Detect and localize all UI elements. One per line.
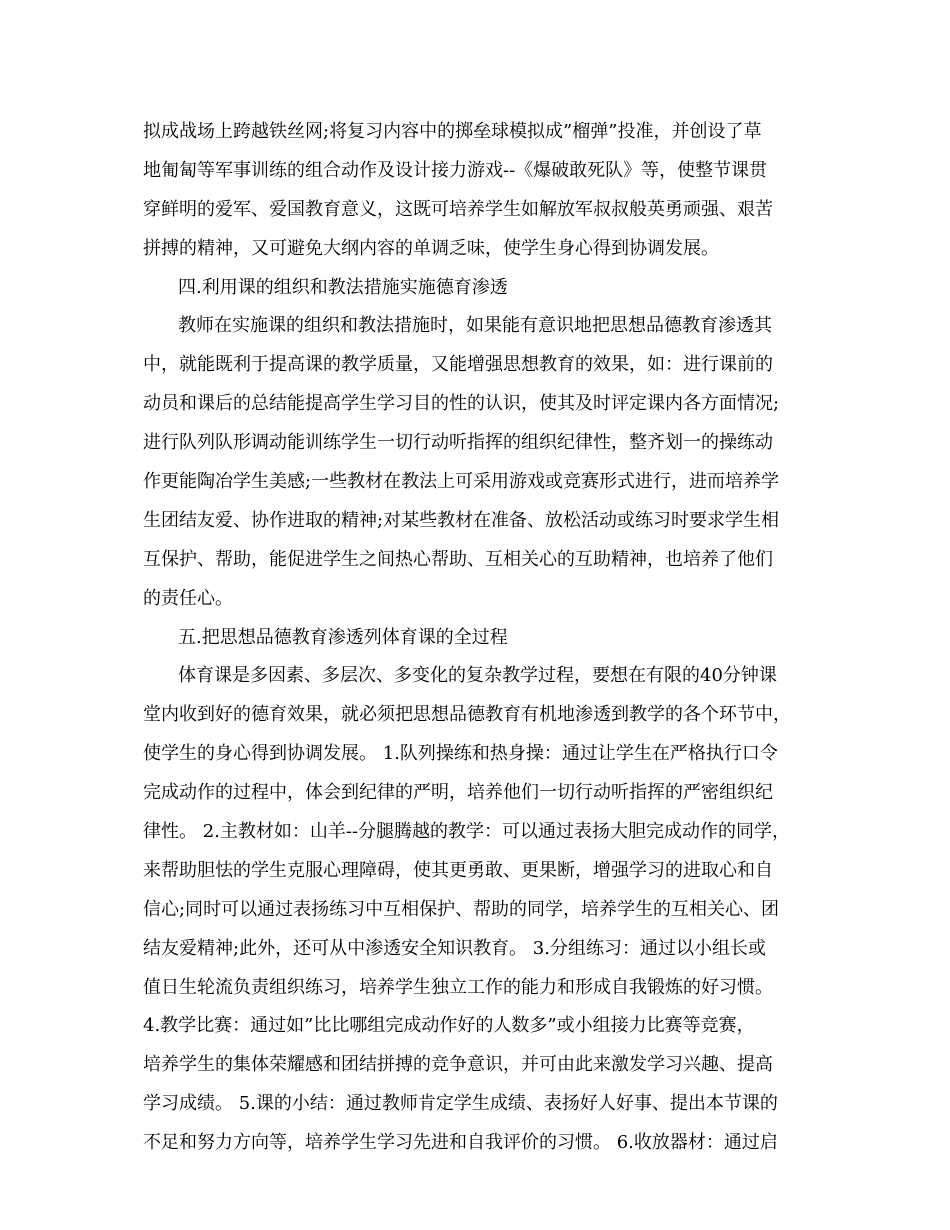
text-line: 值日生轮流负责组织练习，培养学生独立工作的能力和形成自我锻炼的好习惯。	[143, 976, 773, 998]
document-body	[143, 113, 823, 1163]
text-line: 进行队列队形调动能训练学生一切行动听指挥的组织纪律性，整齐划一的操练动	[143, 432, 773, 454]
text-line: 来帮助胆怯的学生克服心理障碍，使其更勇敢、更果断，增强学习的进取心和自	[143, 859, 773, 881]
text-line: 堂内收到好的德育效果，就必须把思想品德教育有机地渗透到教学的各个环节中，	[143, 704, 791, 726]
text-line: 信心;同时可以通过表扬练习中互相保护、帮助的同学，培养学生的互相关心、团	[143, 898, 780, 920]
text-line: 动员和课后的总结能提高学生学习目的性的认识，使其及时评定课内各方面情况;	[143, 393, 780, 415]
text-line: 学习成绩。 5.课的小结：通过教师肯定学生成绩、表扬好人好事、提出本节课的	[143, 1093, 778, 1115]
text-line: 地匍匐等军事训练的组合动作及设计接力游戏--《爆破敢死队》等，使整节课贯	[143, 159, 768, 181]
text-line: 拼搏的精神，又可避免大纲内容的单调乏味，使学生身心得到协调发展。	[143, 237, 719, 259]
text-line: 作更能陶冶学生美感;一些教材在教法上可采用游戏或竞赛形式进行，进而培养学	[143, 471, 780, 493]
text-line: 拟成战场上跨越铁丝网;将复习内容中的掷垒球模拟成”榴弹”投准，并创设了草	[143, 121, 762, 142]
section-heading: 五.把思想品德教育渗透列体育课的全过程	[178, 626, 508, 648]
paragraph-start: 体育课是多因素、多层次、多变化的复杂教学过程，要想在有限的40分钟课	[178, 665, 777, 687]
paragraph-start: 教师在实施课的组织和教法措施时，如果能有意识地把思想品德教育渗透其	[178, 315, 772, 337]
text-line: 律性。 2.主教材如：山羊--分腿腾越的教学：可以通过表扬大胆完成动作的同学，	[143, 821, 791, 843]
text-line: 培养学生的集体荣耀感和团结拼搏的竞争意识，并可由此来激发学习兴趣、提高	[143, 1054, 773, 1076]
text-line: 中，就能既利于提高课的教学质量，又能增强思想教育的效果，如：进行课前的	[143, 354, 773, 376]
text-line: 完成动作的过程中，体会到纪律的严明，培养他们一切行动听指挥的严密组织纪	[143, 782, 773, 804]
text-line: 4.教学比赛：通过如”比比哪组完成动作好的人数多”或小组接力比赛等竞赛，	[143, 1015, 755, 1037]
text-line: 使学生的身心得到协调发展。 1.队列操练和热身操：通过让学生在严格执行口令	[143, 743, 778, 765]
text-line: 的责任心。	[143, 587, 233, 609]
section-heading: 四.利用课的组织和教法措施实施德育渗透	[178, 276, 508, 298]
text-line: 互保护、帮助，能促进学生之间热心帮助、互相关心的互助精神，也培养了他们	[143, 548, 773, 570]
text-line: 穿鲜明的爱军、爱国教育意义，这既可培养学生如解放军叔叔般英勇顽强、艰苦	[143, 198, 773, 220]
text-line: 不足和努力方向等，培养学生学习先进和自我评价的习惯。 6.收放器材：通过启	[143, 1132, 778, 1154]
text-line: 生团结友爱、协作进取的精神;对某些教材在准备、放松活动或练习时要求学生相	[143, 509, 780, 531]
text-line: 结友爱精神;此外，还可从中渗透安全知识教育。 3.分组练习：通过以小组长或	[143, 937, 766, 959]
